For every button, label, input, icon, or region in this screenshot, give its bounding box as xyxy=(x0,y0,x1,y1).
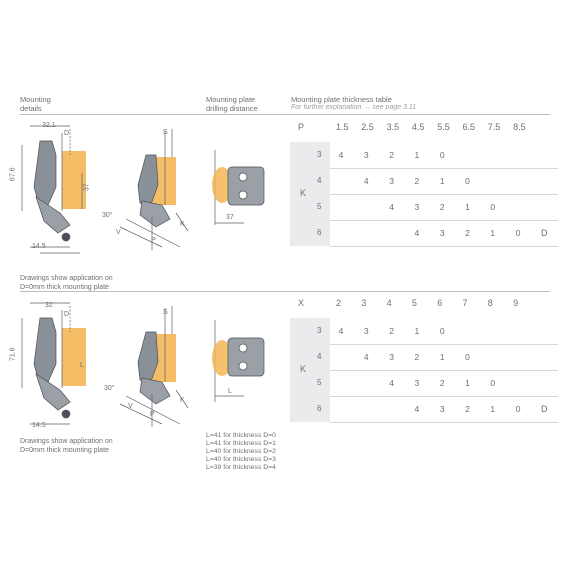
table-column-header: 1.5 xyxy=(336,122,349,132)
table-cell: 3 xyxy=(414,378,420,388)
legend-line-1: L=41 for thickness D=1 xyxy=(206,440,276,447)
bottom-detail-drawing xyxy=(22,303,86,424)
thickness-table-header xyxy=(291,95,416,111)
table-cell: 4 xyxy=(389,202,394,212)
row-divider xyxy=(330,344,558,345)
table-header-label: X xyxy=(298,298,305,308)
bottom-dim-s: S xyxy=(163,309,168,316)
table-cell: 0 xyxy=(515,228,521,238)
top-dim-d: D xyxy=(64,130,70,137)
table-header-row xyxy=(290,296,558,314)
table-cell: 0 xyxy=(439,326,445,336)
table-cell: 1 xyxy=(414,150,420,160)
table-cell: 1 xyxy=(465,202,470,212)
mounting-details-header xyxy=(20,95,51,113)
bottom-note-line1: Drawings show application on xyxy=(20,438,113,445)
bottom-dim-d: D xyxy=(64,311,70,318)
row-divider xyxy=(330,422,558,423)
top-dim-a: 32.1 xyxy=(42,122,56,129)
top-dim-b: 14.5 xyxy=(32,243,46,250)
top-drawing-note xyxy=(20,275,113,292)
table-cell: 2 xyxy=(414,176,420,186)
table-column-header: 7.5 xyxy=(487,122,501,132)
table-cell: 2 xyxy=(439,378,445,388)
table-cell: 1 xyxy=(490,228,496,238)
k-row-label: 5 xyxy=(317,378,322,387)
table-cell: 4 xyxy=(363,352,369,362)
table-column-header: 8 xyxy=(487,298,493,308)
table-column-header: 2.5 xyxy=(361,122,374,132)
thickness-table-x xyxy=(290,296,558,424)
table-column-header: 2 xyxy=(336,298,342,308)
table-cell: 0 xyxy=(490,378,496,388)
table-column-header: 3 xyxy=(361,298,367,308)
k-column xyxy=(290,142,330,246)
bottom-drawing-note xyxy=(20,438,113,455)
table-cell: 0 xyxy=(465,176,470,186)
legend-line-2: L=40 for thickness D=2 xyxy=(206,448,276,455)
table-column-header: 5.5 xyxy=(437,122,450,132)
k-row-label: 3 xyxy=(317,150,322,159)
k-axis-label: K xyxy=(300,364,307,374)
bottom-dim-angle: 30° xyxy=(104,385,115,392)
bottom-dim-h: 71.6 xyxy=(9,347,17,362)
top-plate-dim: 37 xyxy=(226,214,234,221)
bottom-dim-a: 32 xyxy=(45,302,53,309)
k-row-label: 3 xyxy=(317,326,322,335)
table-cell: 3 xyxy=(389,176,394,186)
top-open-drawing xyxy=(120,129,188,250)
table-cell: 3 xyxy=(414,202,420,212)
table-header-row xyxy=(290,120,558,138)
top-hinge-drawings xyxy=(0,115,290,260)
table-cell: 2 xyxy=(465,228,470,238)
table-cell: 2 xyxy=(414,352,420,362)
table-cell: 3 xyxy=(389,352,394,362)
table-column-header: 6 xyxy=(437,298,443,308)
top-dim-s: S xyxy=(163,129,168,136)
legend-line-4: L=39 for thickness D=4 xyxy=(206,464,276,471)
table-cell: 4 xyxy=(363,176,369,186)
row-divider xyxy=(330,370,558,371)
table-cell: 4 xyxy=(389,378,394,388)
table-cell: 1 xyxy=(439,176,445,186)
table-cell: 1 xyxy=(439,352,445,362)
table-column-header: 7 xyxy=(462,298,468,308)
top-detail-drawing xyxy=(22,126,86,253)
table-cell: 3 xyxy=(363,326,369,336)
k-column xyxy=(290,318,330,422)
plate-distance-header xyxy=(206,95,258,113)
k-row-label: 4 xyxy=(317,352,322,361)
table-column-header: 4 xyxy=(386,298,392,308)
k-row-label: 6 xyxy=(317,228,322,237)
thickness-table-p xyxy=(290,120,558,248)
mounting-details-line1: Mounting xyxy=(20,95,51,104)
thickness-legend xyxy=(206,432,276,472)
table-cell: 2 xyxy=(389,326,394,336)
bottom-note-line2: D=0mm thick mounting plate xyxy=(20,446,109,454)
table-cell: 3 xyxy=(363,150,369,160)
table-column-header: 4.5 xyxy=(411,122,425,132)
top-dim-k: K xyxy=(180,221,185,228)
table-cell: 2 xyxy=(389,150,394,160)
d-axis-label: D xyxy=(541,404,548,414)
top-dim-h: 67.6 xyxy=(9,167,17,182)
row-divider xyxy=(330,396,558,397)
table-cell: 4 xyxy=(338,326,344,336)
k-row-label: 4 xyxy=(317,176,322,185)
legend-line-3: L=40 for thickness D=3 xyxy=(206,456,276,463)
row-divider xyxy=(330,168,558,169)
top-dim-v37: 37 xyxy=(83,183,91,192)
top-note-line1: Drawings show application on xyxy=(20,275,113,282)
table-cell: 3 xyxy=(439,404,445,414)
d-axis-label: D xyxy=(541,228,548,238)
bottom-dim-v: V xyxy=(128,403,133,410)
k-axis-label: K xyxy=(300,188,307,198)
table-column-header: 3.5 xyxy=(386,122,400,132)
legend-line-0: L=41 for thickness D=0 xyxy=(206,432,276,439)
top-plate-drawing xyxy=(212,150,264,225)
table-cell: 3 xyxy=(439,228,445,238)
bottom-dim-p: P xyxy=(150,411,155,418)
table-cell: 0 xyxy=(465,352,470,362)
table-cell: 1 xyxy=(490,404,496,414)
table-cell: 1 xyxy=(465,378,470,388)
mounting-details-line2: details xyxy=(20,104,42,113)
table-column-header: 5 xyxy=(411,298,417,308)
bottom-dim-k: K xyxy=(180,397,185,404)
top-dim-p: P xyxy=(151,237,156,244)
table-header-label: P xyxy=(298,122,305,132)
table-cell: 4 xyxy=(414,404,420,414)
table-cell: 4 xyxy=(338,150,344,160)
bottom-plate-dim: L xyxy=(228,388,232,395)
plate-distance-line1: Mounting plate xyxy=(206,95,256,104)
top-note-line2: D=0mm thick mounting plate xyxy=(20,283,109,291)
bottom-hinge-drawings xyxy=(0,292,290,437)
row-divider xyxy=(330,194,558,195)
further-explanation-link[interactable]: For further explanation → see page 3.11 xyxy=(291,104,417,111)
k-row-label: 6 xyxy=(317,404,322,413)
table-column-header: 6.5 xyxy=(462,122,476,132)
row-divider xyxy=(330,246,558,247)
k-row-label: 5 xyxy=(317,202,322,211)
table-cell: 2 xyxy=(465,404,470,414)
bottom-plate-drawing xyxy=(212,320,264,402)
top-dim-v: V xyxy=(116,229,121,236)
table-cell: 0 xyxy=(515,404,521,414)
table-cell: 1 xyxy=(414,326,420,336)
table-cell: 4 xyxy=(414,228,420,238)
row-divider xyxy=(330,220,558,221)
table-cell: 0 xyxy=(439,150,445,160)
top-dim-angle: 30° xyxy=(102,212,113,219)
plate-distance-line2: drilling distance xyxy=(206,104,258,113)
table-column-header: 9 xyxy=(513,298,519,308)
table-column-header: 8.5 xyxy=(513,122,526,132)
table-cell: 2 xyxy=(439,202,445,212)
bottom-dim-l: L xyxy=(80,362,84,369)
table-cell: 0 xyxy=(490,202,496,212)
thickness-table-title: Mounting plate thickness table xyxy=(291,95,392,104)
bottom-dim-b: 14.5 xyxy=(32,422,46,429)
